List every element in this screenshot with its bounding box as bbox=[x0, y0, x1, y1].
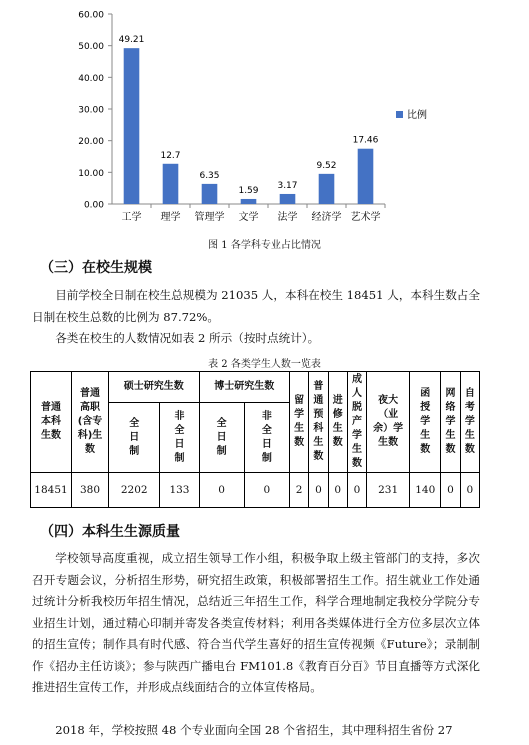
y-tick-label: 20.00 bbox=[78, 137, 104, 148]
header-doctor: 博士研究生数 bbox=[199, 372, 290, 403]
header-undergrad: 普通本科生数 bbox=[31, 372, 72, 473]
subheader-doctor-full: 全日制 bbox=[199, 403, 244, 473]
bar-value-label: 1.59 bbox=[238, 185, 259, 196]
section4-paragraph-1: 学校领导高度重视，成立招生领导工作小组，积极争取上级主管部门的支持，多次召开专题会议，分析招生形势，研究招生政策，积极部署招生工作。招生就业工作处通过统计分析我校历年招生情况，总结近三年招生工作，科学合理地制定我校分学院分专业招生计划，通过精心印制并寄发各类宣传材料；利用各类媒体进行全方位多层次立体的招生宣传；制作具有时代感、符合当代学生喜好的招生宣传视频《Future》；录制制作《招办主任访谈》；参与陕西广播电台 FM101.8《教育百分百》节目直播等方式深化推进招生宣传工作，并形成点线面结合的立体宣传格局。 bbox=[32, 551, 480, 694]
discipline-ratio-chart bbox=[0, 0, 529, 235]
cell-doctor-part: 0 bbox=[244, 473, 289, 508]
legend-label: 比例 bbox=[407, 110, 427, 121]
header-vocational: 普通高职(含专科)生数 bbox=[72, 372, 109, 473]
figure-caption: 图 1 各学科专业占比情况 bbox=[208, 240, 321, 251]
header-adult: 成人脱产学生数 bbox=[347, 372, 366, 473]
bar-value-label: 3.17 bbox=[277, 180, 298, 191]
bar-value-label: 49.21 bbox=[118, 35, 145, 46]
x-category-label: 艺术学 bbox=[350, 212, 381, 223]
cell-vocational: 380 bbox=[72, 473, 109, 508]
cell-undergrad: 18451 bbox=[31, 473, 72, 508]
table-row bbox=[31, 473, 480, 508]
cell-online: 0 bbox=[441, 473, 460, 508]
header-self-study: 自考学生数 bbox=[460, 372, 479, 473]
y-tick-label: 30.00 bbox=[78, 105, 104, 116]
bar bbox=[124, 48, 140, 204]
x-category-label: 法学 bbox=[277, 212, 298, 223]
y-tick-label: 50.00 bbox=[78, 42, 104, 53]
y-tick-label: 60.00 bbox=[78, 10, 104, 21]
x-category-label: 管理学 bbox=[194, 212, 225, 223]
student-count-table bbox=[30, 371, 480, 508]
y-tick-label: 10.00 bbox=[78, 168, 104, 179]
x-category-label: 工学 bbox=[121, 212, 142, 223]
section4-heading: （四）本科生生源质量 bbox=[40, 524, 180, 540]
cell-doctor-full: 0 bbox=[199, 473, 244, 508]
bar-value-label: 9.52 bbox=[316, 160, 337, 171]
cell-advanced: 0 bbox=[328, 473, 347, 508]
section4-paragraph-2: 2018 年，学校按照 48 个专业面向全国 28 个省招生，其中理科招生省份 27 bbox=[55, 723, 453, 737]
x-category-label: 文学 bbox=[238, 212, 259, 223]
bar-value-label: 12.7 bbox=[160, 150, 181, 161]
legend-swatch bbox=[396, 111, 403, 118]
header-online: 网络学生数 bbox=[441, 372, 460, 473]
bar bbox=[163, 164, 179, 204]
header-correspondence: 函授学生数 bbox=[410, 372, 441, 473]
bar-value-label: 6.35 bbox=[199, 170, 220, 181]
header-master: 硕士研究生数 bbox=[109, 372, 200, 403]
cell-master-part: 133 bbox=[160, 473, 199, 508]
x-category-label: 经济学 bbox=[311, 212, 342, 223]
bar bbox=[202, 184, 218, 204]
bar bbox=[280, 194, 296, 204]
header-intl: 留学生数 bbox=[290, 372, 309, 473]
subheader-master-part: 非全日制 bbox=[160, 403, 199, 473]
y-tick-label: 0.00 bbox=[83, 200, 104, 211]
bar-value-label: 17.46 bbox=[352, 135, 379, 146]
bar bbox=[358, 149, 374, 204]
section3-paragraph-1: 目前学校全日制在校生总规模为 21035 人，本科在校生 18451 人，本科生数占全日制在校生总数的比例为 87.72%。 bbox=[32, 288, 480, 324]
header-advanced: 进修生数 bbox=[328, 372, 347, 473]
section3-heading: （三）在校生规模 bbox=[40, 260, 152, 276]
cell-intl: 2 bbox=[290, 473, 309, 508]
header-evening: 夜大（业余）学生数 bbox=[367, 372, 410, 473]
subheader-doctor-part: 非全日制 bbox=[244, 403, 289, 473]
bar bbox=[241, 199, 257, 204]
header-prep: 普通预科生数 bbox=[309, 372, 328, 473]
subheader-master-full: 全日制 bbox=[109, 403, 160, 473]
table-caption: 表 2 各类学生人数一览表 bbox=[208, 359, 321, 370]
y-tick-label: 40.00 bbox=[78, 73, 104, 84]
cell-master-full: 2202 bbox=[109, 473, 160, 508]
section3-paragraph-2: 各类在校生的人数情况如表 2 所示（按时点统计）。 bbox=[55, 331, 320, 345]
cell-correspondence: 140 bbox=[410, 473, 441, 508]
cell-prep: 0 bbox=[309, 473, 328, 508]
cell-evening: 231 bbox=[367, 473, 410, 508]
cell-self-study: 0 bbox=[460, 473, 479, 508]
table-header-row bbox=[31, 372, 480, 403]
x-category-label: 理学 bbox=[160, 212, 181, 223]
bar bbox=[319, 174, 335, 204]
cell-adult: 0 bbox=[347, 473, 366, 508]
